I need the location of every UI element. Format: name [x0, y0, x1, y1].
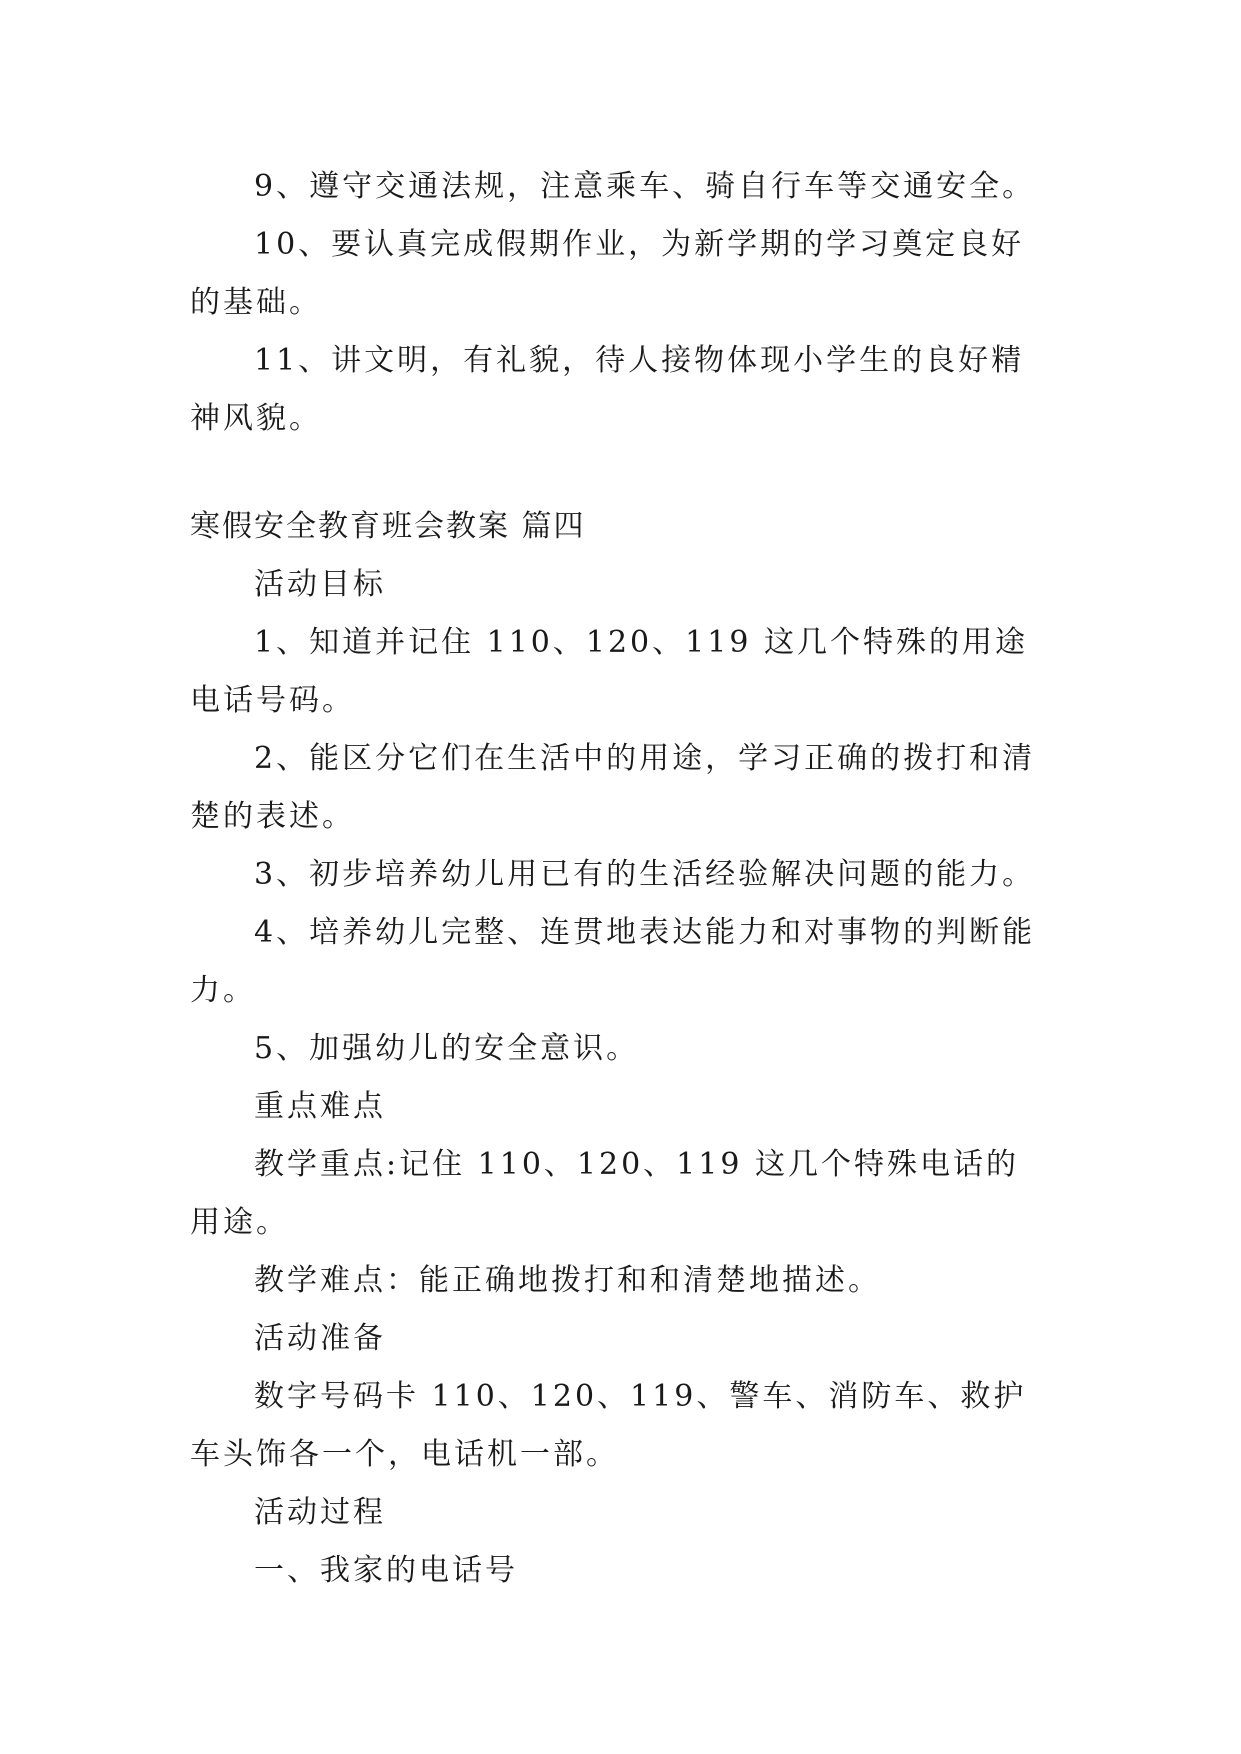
paragraph-rule-9: 9、遵守交通法规，注意乘车、骑自行车等交通安全。 — [254, 169, 1036, 204]
document-body — [190, 158, 1050, 1600]
paragraph-rule-10: 10、要认真完成假期作业，为新学期的学习奠定良好的基础。 — [190, 227, 1025, 320]
subheading-process: 活动过程 — [254, 1495, 386, 1530]
goal-item-5: 5、加强幼儿的安全意识。 — [254, 1031, 640, 1066]
preparation-materials: 数字号码卡 110、120、119、警车、消防车、救护车头饰各一个，电话机一部。 — [190, 1379, 1027, 1472]
subheading-activity-goals: 活动目标 — [254, 567, 386, 602]
goal-item-4: 4、培养幼儿完整、连贯地表达能力和对事物的判断能力。 — [190, 915, 1036, 1008]
subheading-preparation: 活动准备 — [254, 1321, 386, 1356]
goal-item-3: 3、初步培养幼儿用已有的生活经验解决问题的能力。 — [254, 857, 1036, 892]
goal-item-1: 1、知道并记住 110、120、119 这几个特殊的用途电话号码。 — [190, 625, 1028, 718]
goal-item-2: 2、能区分它们在生活中的用途，学习正确的拨打和清楚的表述。 — [190, 741, 1036, 834]
paragraph-rule-11: 11、讲文明，有礼貌，待人接物体现小学生的良好精神风貌。 — [190, 343, 1025, 436]
teaching-key-point: 教学重点:记住 110、120、119 这几个特殊电话的用途。 — [190, 1147, 1019, 1240]
subheading-key-points: 重点难点 — [254, 1089, 386, 1124]
teaching-difficulty: 教学难点：能正确地拨打和和清楚地描述。 — [254, 1263, 881, 1298]
process-step-1: 一、我家的电话号 — [254, 1553, 518, 1588]
section-title: 寒假安全教育班会教案 篇四 — [190, 509, 586, 544]
